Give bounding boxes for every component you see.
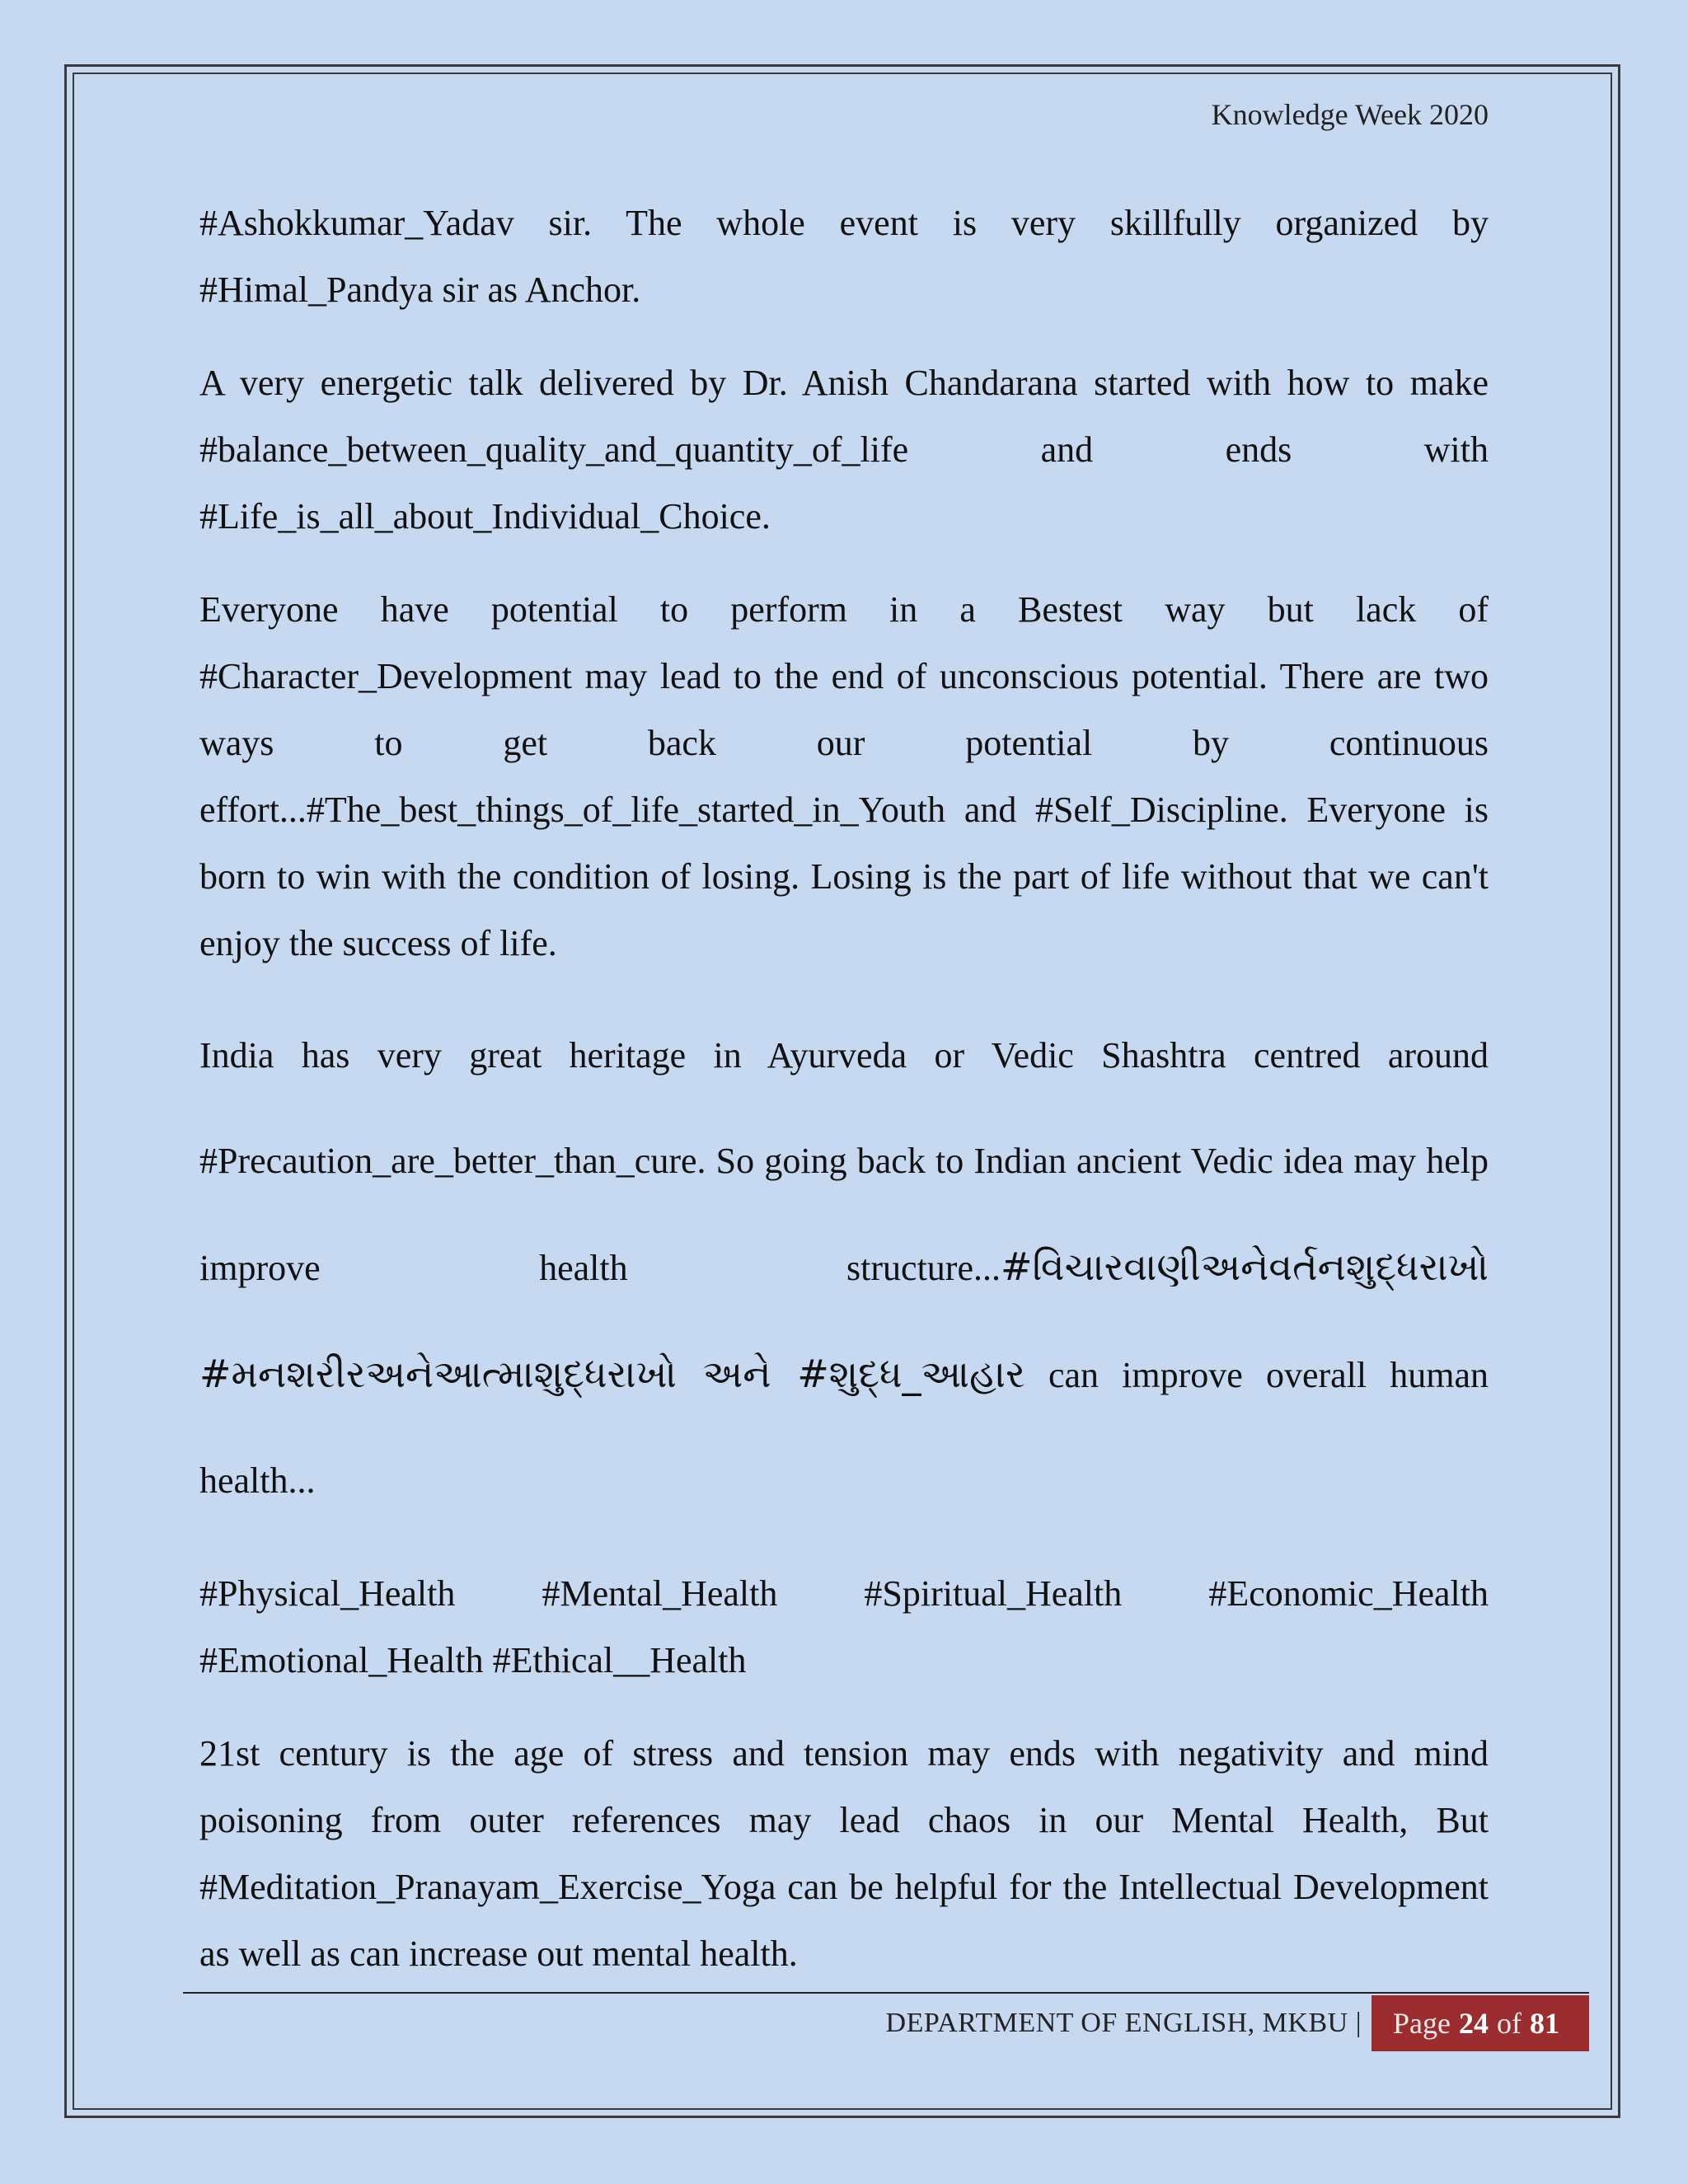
paragraph-1: #Ashokkumar_Yadav sir. The whole event is very skillfully organized by #Himal_Pandya sir as Anchor. (199, 203, 1489, 310)
page-of-label: of (1497, 2007, 1522, 2040)
page-label: Page (1393, 2007, 1451, 2040)
page-number-badge (1372, 1995, 1589, 2051)
paragraph-3: Everyone have potential to perform in a Bestest way but lack of #Character_Development may lead to the end of unconscious potential. There are two ways to get back our potential by continuous effort...#The_best_things_of_life_started_in_Youth and #Self_Discipline. Everyone is born to win with the condition of losing. Losing is the part of life without that we can't enjoy the success of life. (199, 589, 1489, 963)
page-body (199, 190, 1489, 2013)
paragraph-5-hashtags: #Physical_Health #Mental_Health #Spiritual_Health #Economic_Health #Emotional_Health #Ethical__Health (199, 1573, 1489, 1680)
paragraph-4-gujarati: #વિચારવાણીઅનેવર્તનશુદ્ધરાખો #મનશરીરઅનેઆત્માશુદ્ધરાખો અને #શુદ્ધ_આહાર (199, 1244, 1489, 1396)
paragraph-4 (199, 1003, 1489, 1534)
running-header: Knowledge Week 2020 (1211, 98, 1489, 131)
page-current: 24 (1459, 2007, 1489, 2040)
paragraph-2: A very energetic talk delivered by Dr. Anish Chandarana started with how to make #balance_between_quality_and_quantity_of_life and ends with #Life_is_all_about_Individual_Choice. (199, 363, 1489, 537)
page-footer (886, 1995, 1589, 2051)
paragraph-6: 21st century is the age of stress and tension may ends with negativity and mind poisoning from outer references may lead chaos in our Mental Health, But #Meditation_Pranayam_Exercise_Yoga can be helpful for the Intellectual Development as well as can increase out mental health. (199, 1733, 1489, 1974)
paragraph-4-text-end: can improve overall human health... (199, 1355, 1489, 1501)
paragraph-4-text: India has very great heritage in Ayurveda or Vedic Shashtra centred around #Precaution_are_better_than_cure. So going back to Indian ancient Vedic idea may help improve health structure... (199, 1035, 1489, 1288)
footer-rule (183, 1992, 1589, 1994)
page-total: 81 (1530, 2007, 1559, 2040)
footer-department: DEPARTMENT OF ENGLISH, MKBU | (885, 2008, 1362, 2038)
